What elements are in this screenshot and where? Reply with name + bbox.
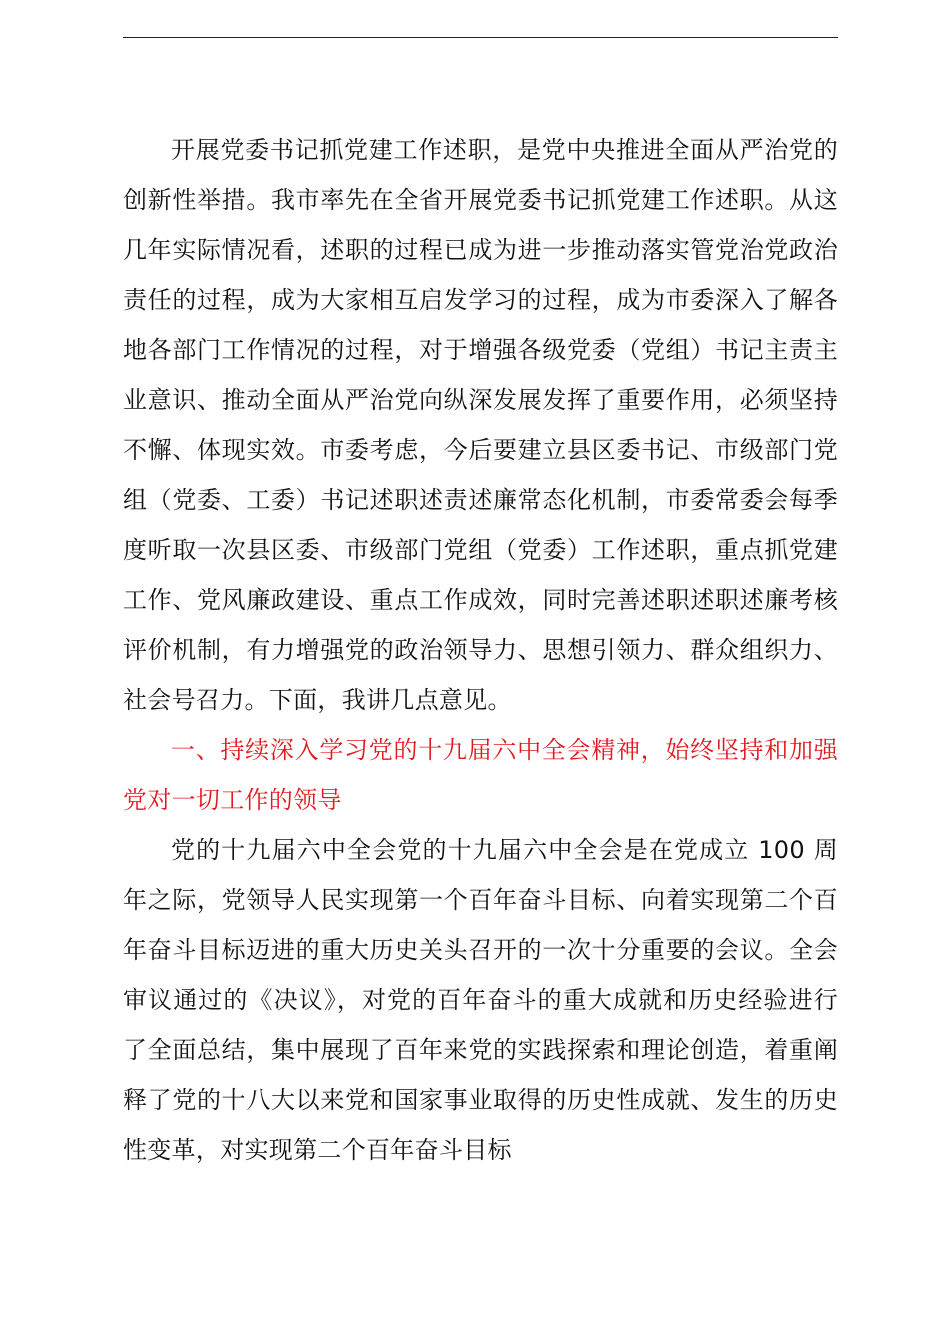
section-heading: 一、持续深入学习党的十九届六中全会精神，始终坚持和加强党对一切工作的领导 (123, 736, 838, 814)
section-paragraph: 党的十九届六中全会党的十九届六中全会是在党成立 100 周年之际，党领导人民实现第一个百年奋斗目标、向着实现第二个百年奋斗目标迈进的重大历史关头召开的一次十分重要的会议。全会审议通过的《决议》，对党的百年奋斗的重大成就和历史经验进行了全面总结，集中展现了百年来党的实践探索和理论创造，着重阐释了党的十八大以来党和国家事业取得的历史性成就、发生的历史性变革，对实现第二个百年奋斗目标 (123, 836, 838, 1164)
intro-paragraph: 开展党委书记抓党建工作述职，是党中央推进全面从严治党的创新性举措。我市率先在全省开展党委书记抓党建工作述职。从这几年实际情况看，述职的过程已成为进一步推动落实管党治党政治责任的过程，成为大家相互启发学习的过程，成为市委深入了解各地各部门工作情况的过程，对于增强各级党委（党组）书记主责主业意识、推动全面从严治党向纵深发展发挥了重要作用，必须坚持不懈、体现实效。市委考虑，今后要建立县区委书记、市级部门党组（党委、工委）书记述职述责述廉常态化机制，市委常委会每季度听取一次县区委、市级部门党组（党委）工作述职，重点抓党建工作、党风廉政建设、重点工作成效，同时完善述职述职述廉考核评价机制，有力增强党的政治领导力、思想引领力、群众组织力、社会号召力。下面，我讲几点意见。 (123, 136, 838, 714)
header-rule (123, 37, 838, 38)
document-body (123, 125, 838, 1175)
